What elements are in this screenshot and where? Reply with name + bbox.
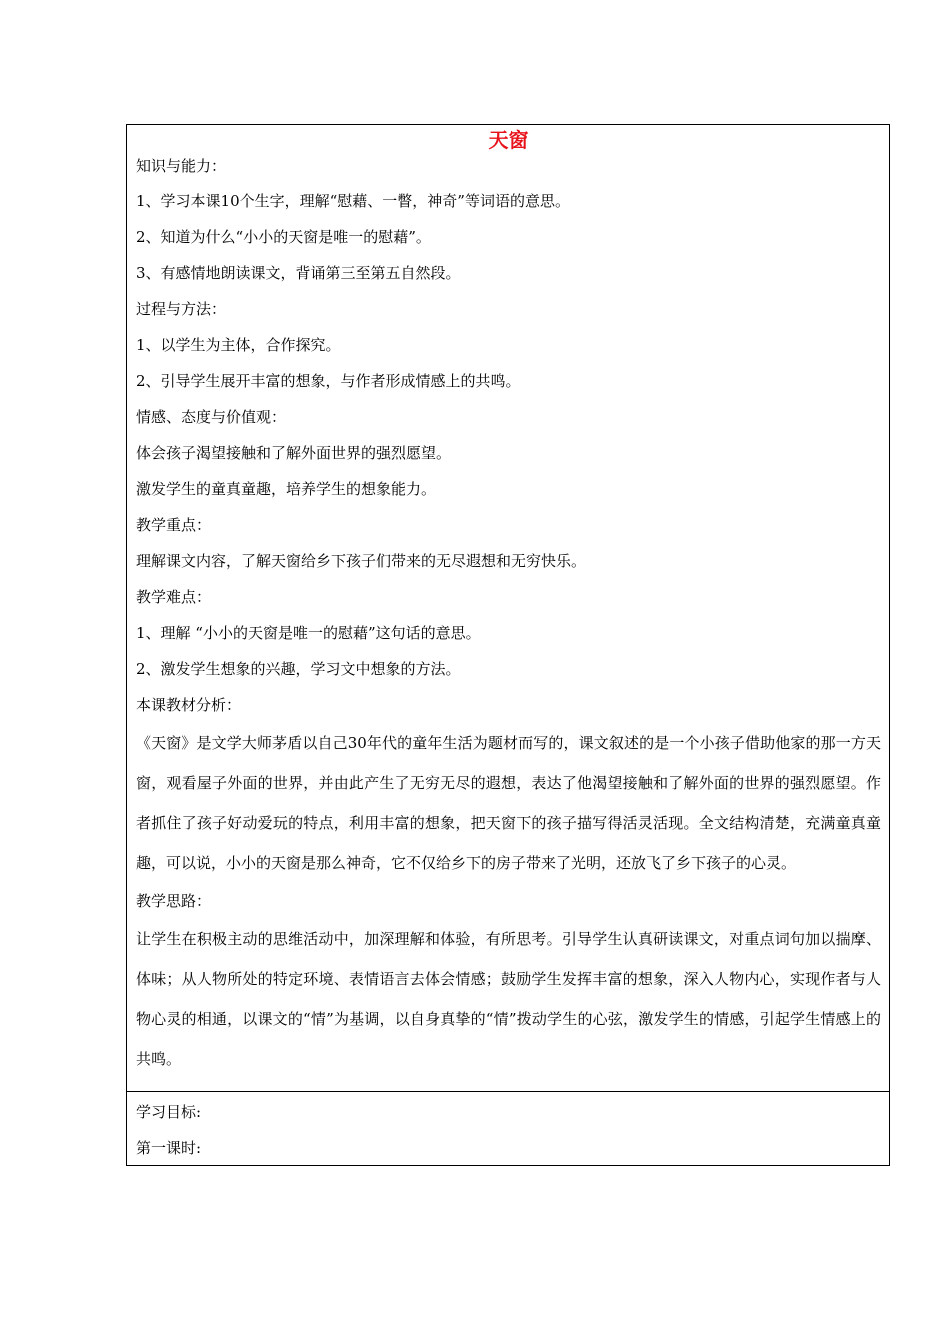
key-points-item-1: 理解课文内容，了解天窗给乡下孩子们带来的无尽遐想和无穷快乐。: [136, 552, 587, 570]
section-heading-process: 过程与方法：: [136, 300, 227, 318]
section-heading-knowledge: 知识与能力：: [136, 157, 227, 175]
lesson-plan-table: [126, 124, 890, 1166]
difficulties-item-1: 1、理解 “小小的天窗是唯一的慰藉”这句话的意思。: [136, 624, 481, 642]
section-heading-approach: 教学思路：: [136, 892, 212, 910]
values-item-2: 激发学生的童真童趣，培养学生的想象能力。: [136, 480, 437, 498]
approach-paragraph: 让学生在积极主动的思维活动中，加深理解和体验，有所思考。引导学生认真研读课文，对重点词句加以揣摩、体味；从人物所处的特定环境、表情语言去体会情感；鼓励学生发挥丰富的想象，深入人物内心，实现作者与人物心灵的相通，以课文的“情”为基调，以自身真挚的“情”拨动学生的心弦，激发学生的情感，引起学生情感上的共鸣。: [136, 930, 881, 1068]
analysis-paragraph: 《天窗》是文学大师茅盾以自己30年代的童年生活为题材而写的，课文叙述的是一个小孩子借助他家的那一方天窗，观看屋子外面的世界，并由此产生了无穷无尽的遐想，表达了他渴望接触和了解外面的世界的强烈愿望。作者抓住了孩子好动爱玩的特点，利用丰富的想象，把天窗下的孩子描写得活灵活现。全文结构清楚，充满童真童趣，可以说，小小的天窗是那么神奇，它不仅给乡下的房子带来了光明，还放飞了乡下孩子的心灵。: [136, 734, 881, 872]
section-heading-values: 情感、态度与价值观：: [136, 408, 287, 426]
first-lesson-label: 第一课时:: [136, 1139, 202, 1157]
section-heading-analysis: 本课教材分析：: [136, 696, 242, 714]
lesson-plan-main-cell: [127, 125, 889, 1091]
difficulties-item-2: 2、激发学生想象的兴趣，学习文中想象的方法。: [136, 660, 461, 678]
section-heading-key-points: 教学重点：: [136, 516, 212, 534]
process-item-1: 1、以学生为主体，合作探究。: [136, 336, 341, 354]
knowledge-item-1: 1、学习本课10个生字，理解“慰藉、一瞥，神奇”等词语的意思。: [136, 192, 570, 210]
learning-goals-heading: 学习目标:: [136, 1103, 202, 1121]
knowledge-item-3: 3、有感情地朗读课文，背诵第三至第五自然段。: [136, 264, 461, 282]
process-item-2: 2、引导学生展开丰富的想象，与作者形成情感上的共鸣。: [136, 372, 521, 390]
section-heading-difficulties: 教学难点：: [136, 588, 212, 606]
knowledge-item-2: 2、知道为什么“小小的天窗是唯一的慰藉”。: [136, 228, 431, 246]
document-title: 天窗: [488, 128, 529, 152]
learning-goals-cell: [127, 1091, 889, 1165]
values-item-1: 体会孩子渴望接触和了解外面世界的强烈愿望。: [136, 444, 452, 462]
